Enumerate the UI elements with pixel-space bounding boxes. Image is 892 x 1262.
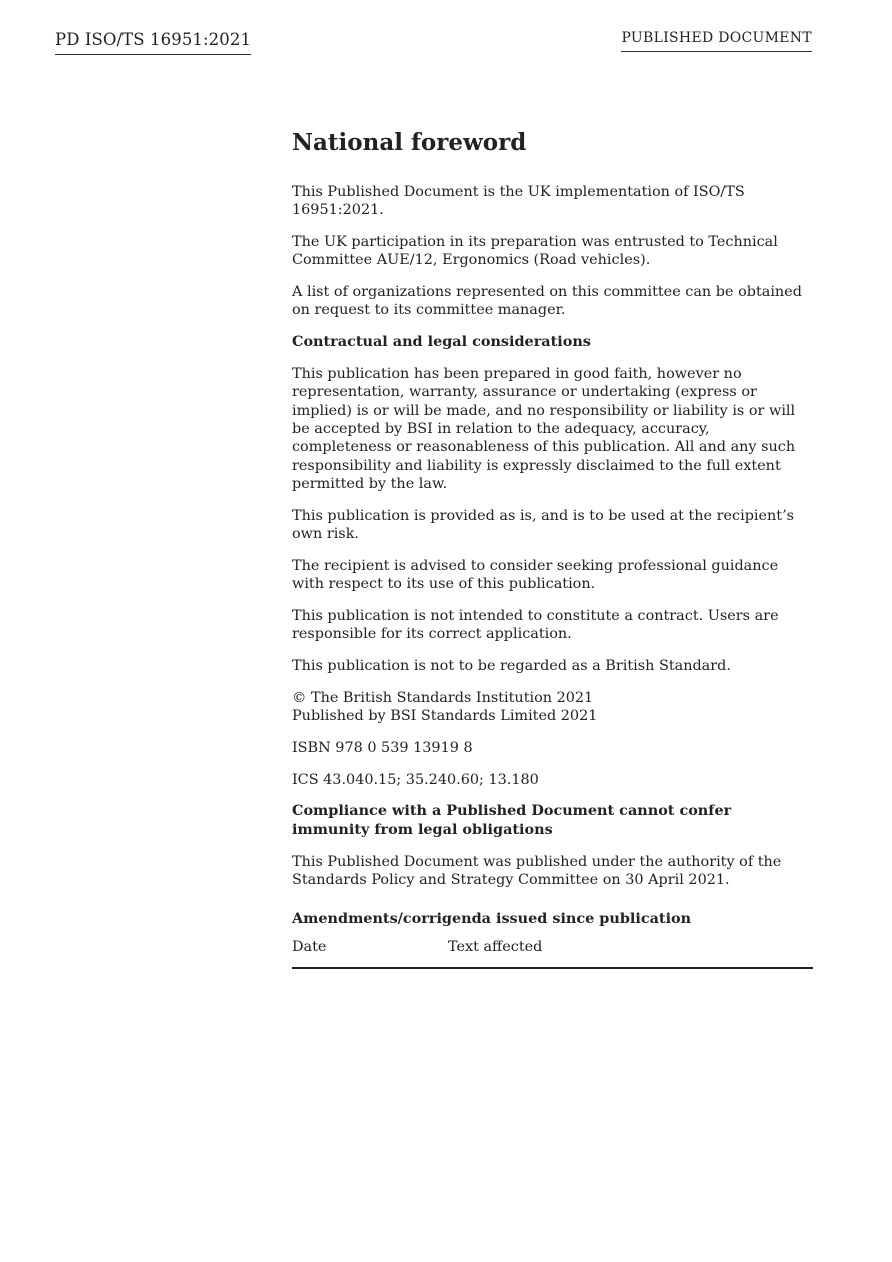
amendments-table [292, 938, 813, 968]
amendments-header-row [292, 938, 813, 967]
publisher-line: Published by BSI Standards Limited 2021 [292, 708, 598, 725]
guidance-paragraph: The recipient is advised to consider seeking professional guidance with respect to its use of this publication. [292, 557, 779, 593]
contractual-heading: Contractual and legal considerations [292, 333, 591, 351]
implementation-paragraph [292, 183, 813, 220]
risk-paragraph: This publication is provided as is, and is to be used at the recipient’s own risk. [292, 507, 795, 542]
implementation-text: This Published Document is the UK implementation of ISO/TS 16951:2021. [292, 184, 745, 219]
disclaimer-paragraph: This publication has been prepared in good faith, however no representation, warranty, assurance or undertaking (express or implied) is or will be made, and no responsibility or liability is or will be accepted by BSI in relation to the adequacy, accuracy, completeness or reasonableness of this publication. All and any such responsibility and liability is expressly disclaimed to the full extent permitted by the law. [292, 366, 796, 492]
page-title: National foreword [292, 129, 527, 156]
committee-paragraph: The UK participation in its preparation was entrusted to Technical Committee AUE/12, Ergonomics (Road vehicles). [292, 234, 778, 269]
isbn: ISBN 978 0 539 13919 8 [292, 739, 473, 756]
compliance-heading: Compliance with a Published Document cannot confer immunity from legal obligations [292, 802, 732, 838]
amendments-heading: Amendments/corrigenda issued since publication [292, 910, 692, 928]
column-header-date: Date [292, 938, 448, 967]
not-standard-paragraph: This publication is not to be regarded as a British Standard. [292, 657, 731, 674]
column-header-text-affected: Text affected [448, 938, 813, 967]
contract-paragraph: This publication is not intended to constitute a contract. Users are responsible for its correct application. [292, 607, 779, 643]
organizations-paragraph: A list of organizations represented on this committee can be obtained on request to its committee manager. [292, 284, 802, 319]
copyright-block [292, 689, 813, 726]
authority-paragraph: This Published Document was published under the authority of the Standards Policy and Strategy Committee on 30 April 2021. [292, 853, 782, 888]
foreword-content [292, 128, 813, 969]
ics: ICS 43.040.15; 35.240.60; 13.180 [292, 771, 539, 788]
document-id: PD ISO/TS 16951:2021 [55, 30, 251, 55]
copyright-line: © The British Standards Institution 2021 [292, 689, 594, 706]
document-type: PUBLISHED DOCUMENT [621, 30, 812, 52]
